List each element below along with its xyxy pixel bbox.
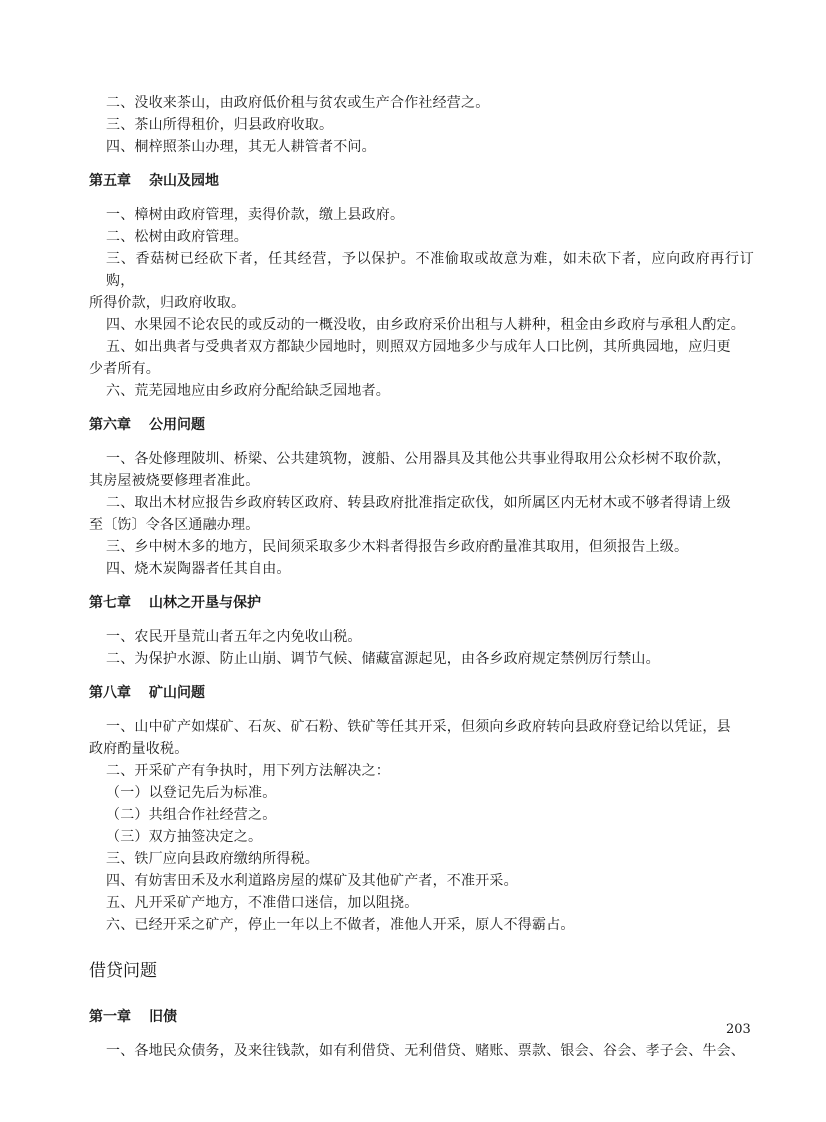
paragraph: 一、各地民众债务，及来往钱款，如有利借贷、无利借贷、赌账、票款、银会、谷会、孝子会、牛会、 — [106, 1043, 745, 1059]
paragraph: 三、铁厂应向县政府缴纳所得税。 — [106, 851, 319, 867]
paragraph: 二、开采矿产有争执时，用下列方法解决之： — [106, 763, 390, 779]
chapter-number: 第八章 — [89, 685, 131, 701]
chapter-number: 第六章 — [89, 417, 131, 433]
paragraph: 六、已经开采之矿产，停止一年以上不做者，准他人开采，原人不得霸占。 — [106, 917, 575, 933]
paragraph: 五、凡开采矿产地方，不准借口迷信，加以阻挠。 — [106, 895, 419, 911]
section-heading: 借贷问题 — [89, 961, 157, 981]
chapter-heading-5 — [89, 170, 754, 192]
paragraph-continuation: 所得价款，归政府收取。 — [89, 295, 246, 311]
page-content — [89, 92, 754, 1062]
paragraph: 四、有妨害田禾及水利道路房屋的煤矿及其他矿产者，不准开采。 — [106, 873, 518, 889]
paragraph: 二、为保护水源、防止山崩、调节气候、储藏富源起见，由各乡政府规定禁例厉行禁山。 — [106, 651, 660, 667]
paragraph-continuation: 少者所有。 — [89, 361, 160, 377]
paragraph: 三、香菇树已经砍下者，任其经营，予以保护。不准偷取或故意为难，如未砍下者，应向政府再行订购， — [106, 251, 754, 289]
chapter-heading-6 — [89, 414, 754, 436]
paragraph: （二）共组合作社经营之。 — [106, 807, 277, 823]
chapter-number: 第一章 — [89, 1009, 131, 1025]
paragraph-continuation: 其房屋被烧要修理者准此。 — [89, 473, 260, 489]
paragraph: 一、农民开垦荒山者五年之内免收山税。 — [106, 629, 362, 645]
chapter-title: 杂山及园地 — [149, 173, 219, 189]
paragraph: 六、荒芜园地应由乡政府分配给缺乏园地者。 — [106, 383, 390, 399]
paragraph: （三）双方抽签决定之。 — [106, 829, 263, 845]
page-number: 203 — [726, 1022, 751, 1037]
paragraph: 四、水果园不论农民的或反动的一概没收，由乡政府采价出租与人耕种，租金由乡政府与承租人酌定。 — [106, 317, 745, 333]
chapter-title: 旧债 — [149, 1009, 177, 1025]
chapter-title: 山林之开垦与保护 — [149, 595, 261, 611]
paragraph: 一、樟树由政府管理，卖得价款，缴上县政府。 — [106, 207, 405, 223]
chapter-heading-8 — [89, 682, 754, 704]
paragraph: 一、各处修理陂圳、桥梁、公共建筑物，渡船、公用器具及其他公共事业得取用公众杉树不取价款， — [106, 451, 731, 467]
paragraph: 二、没收来茶山，由政府低价租与贫农或生产合作社经营之。 — [106, 95, 490, 111]
paragraph: 五、如出典者与受典者双方都缺少园地时，则照双方园地多少与成年人口比例，其所典园地，应归更 — [106, 339, 731, 355]
paragraph-continuation: 政府酌量收税。 — [89, 741, 189, 757]
paragraph: 三、乡中树木多的地方，民间须采取多少木料者得报告乡政府酌量准其取用，但须报告上级。 — [106, 539, 689, 555]
paragraph: 二、松树由政府管理。 — [106, 229, 248, 245]
paragraph: 四、桐梓照茶山办理，其无人耕管者不问。 — [106, 139, 376, 155]
paragraph: 一、山中矿产如煤矿、石灰、矿石粉、铁矿等任其开采，但须向乡政府转向县政府登记给以凭证，县 — [106, 719, 731, 735]
paragraph: 二、取出木材应报告乡政府转区政府、转县政府批准指定砍伐，如所属区内无材木或不够者得请上级 — [106, 495, 731, 511]
paragraph: 三、茶山所得租价，归县政府收取。 — [106, 117, 334, 133]
chapter-heading-7 — [89, 592, 754, 614]
chapter-number: 第五章 — [89, 173, 131, 189]
chapter-number: 第七章 — [89, 595, 131, 611]
paragraph-continuation: 至〔饬〕令各区通融办理。 — [89, 517, 260, 533]
chapter-title: 公用问题 — [149, 417, 205, 433]
chapter-title: 矿山问题 — [149, 685, 205, 701]
paragraph: （一）以登记先后为标准。 — [106, 785, 277, 801]
paragraph: 四、烧木炭陶器者任其自由。 — [106, 561, 291, 577]
chapter-heading-1 — [89, 1006, 754, 1028]
